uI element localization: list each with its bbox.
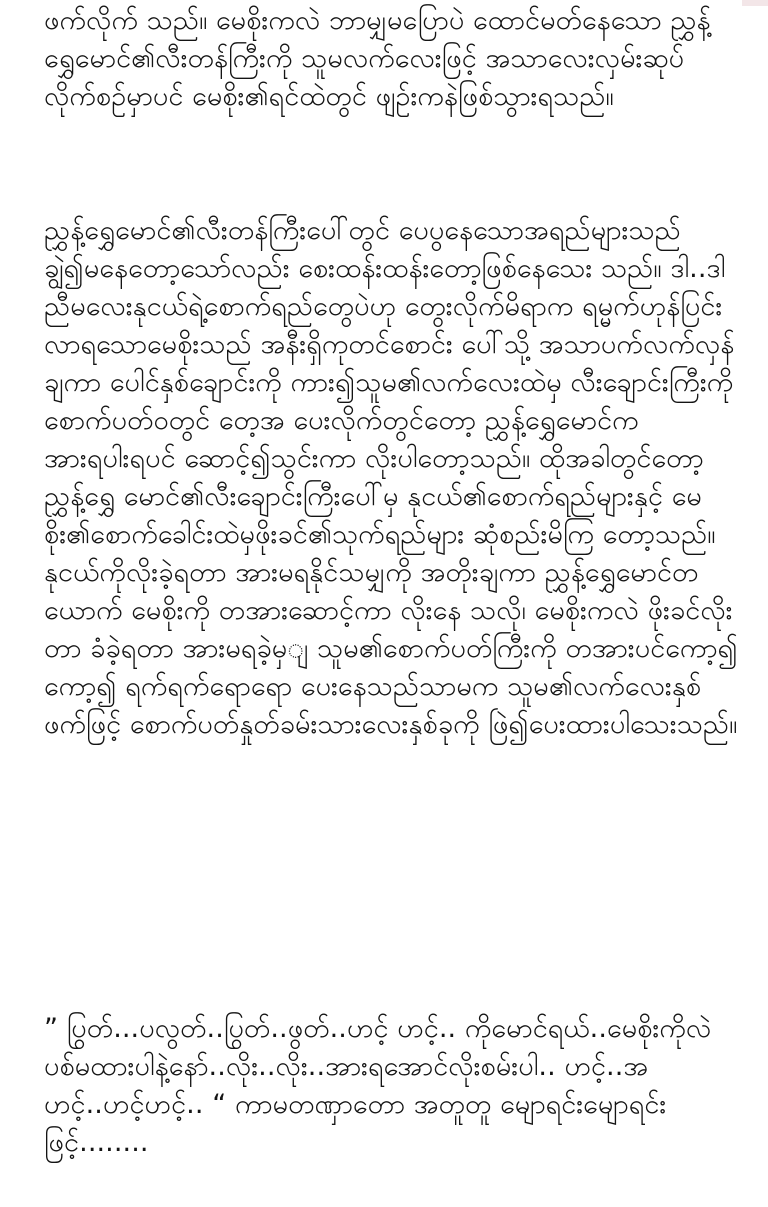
- story-paragraph-3: ” ပြွတ်...ပလွတ်..ပြွတ်..ဖွတ်..ဟင့် ဟင့်.. ကိုမောင်ရယ်..မေစိုးကိုလဲ ပစ်မထားပါနဲ့နော်..လိုး..လိုး..အားရအောင်လိုးစမ်းပါ.. ဟင့်..အဟင့်..ဟင့်ဟင့်.. “ ကာမတဏှာတော အတူတူ မျောရင်းမျောရင်း ဖြင့်........: [44, 1013, 712, 1158]
- top-edge-indicator: [742, 0, 768, 6]
- story-paragraph-1: ဖက်လိုက် သည်။ မေစိုးကလဲ ဘာမျှမပြောပဲ ထောင်မတ်နေသော ညွှန့်ရွှေမောင်၏လီးတန်ကြီးကို သူမလက်လေးဖြင့် အသာလေးလှမ်းဆုပ် လိုက်စဉ်မှာပင် မေစိုး၏ရင်ထဲတွင် ဖျဉ်းကနဲဖြစ်သွားရသည်။: [44, 5, 711, 112]
- story-paragraph-2: ညွှန့်ရွှေမောင်၏လီးတန်ကြီးပေါ်တွင် ပေပွနေသောအရည်များသည် ချွဲ၍မနေတော့သော်လည်း စေးထန်းထန်းတော့ဖြစ်နေသေး သည်။ ဒါ..ဒါ ညီမလေးနုငယ်ရဲ့စောက်ရည်တွေပဲဟု တွေးလိုက်မိရာက ရမ္မက်ဟုန်ပြင်းလာရသောမေစိုးသည် အနီးရှိကုတင်စောင်း ပေါ်သို့ အသာပက်လက်လှန်ချကာ ပေါင်နှစ်ချောင်းကို ကား၍သူမ၏လက်လေးထဲမှ လီးချောင်းကြီးကို စောက်ပတ်ဝတွင် တေ့အ ပေးလိုက်တွင်တော့ ညွှန့်ရွှေမောင်က အားရပါးရပင် ဆောင့်၍သွင်းကာ လိုးပါတော့သည်။ ထိုအခါတွင်တော့ ညွှန့်ရွှေ မောင်၏လီးချောင်းကြီးပေါ်မှ နုငယ်၏စောက်ရည်များနှင့် မေစိုး၏စောက်ခေါင်းထဲမှဖိုးခင်၏သုက်ရည်များ ဆုံစည်းမိကြ တော့သည်။ နုငယ်ကိုလိုးခဲ့ရတာ အားမရနိုင်သမျှကို အတိုးချကာ ညွှန့်ရွှေမောင်တယောက် မေစိုးကို တအားဆောင့်ကာ လိုးနေ သလို၊ မေစိုးကလဲ ဖိုးခင်လိုးတာ ခံခဲ့ရတာ အားမရခဲ့မှျ သူမ၏စောက်ပတ်ကြီးကို တအားပင်ကော့၍ ကော့၍ ရက်ရက်ရောရော ပေးနေသည်သာမက သူမ၏လက်လေးနှစ်ဖက်ဖြင့် စောက်ပတ်နှုတ်ခမ်းသားလေးနှစ်ခုကို ဖြဲ၍ပေးထားပါသေးသည်။: [44, 215, 738, 740]
